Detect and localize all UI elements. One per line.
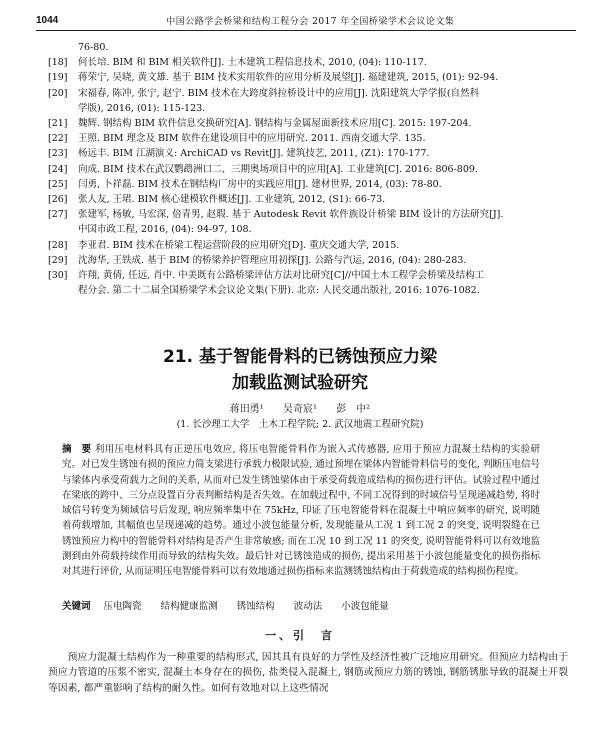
reference-item: [26] 张人友, 王珺. BIM 核心建模软件概述[J]. 工业建筑, 2012, (S1): 66-73. — [48, 194, 386, 206]
reference-item: [29] 沈海华, 王铁成. 基于 BIM 的桥梁养护管理应用初探[J]. 公路与汽运, 2016, (04): 280-283. — [48, 254, 467, 266]
running-header — [36, 12, 576, 28]
abstract-label: 摘 要 — [62, 444, 92, 455]
reference-continuation: 程分会. 第二十二届全国桥梁学术会议论文集(下册). 北京: 人民交通出版社, 2016: 1076-1082. — [78, 285, 480, 297]
body-paragraph: 预应力混凝土结构作为一种重要的结构形式, 因其具有良好的力学性及经济性被广泛地应用研究。但预应力结构由于预应力管道的压浆不密实, 混凝土本身存在的损伤, 盐类侵入混凝土, 钢筋或预应力筋的锈蚀, 钢筋锈胀导致的混凝土开裂等因素, 都严重影响了结构的耐久性。如何有效地对以上这些情况 — [48, 652, 568, 694]
keyword: 波动法 — [293, 601, 323, 612]
reference-item: [19] 蒋荣宁, 吴晓, 黄文雄. 基于 BIM 技术实用软件的应用分析及展望[J]. 福建建筑, 2015, (01): 92-94. — [48, 72, 499, 84]
keyword: 压电陶瓷 — [103, 601, 142, 612]
affiliation: (1. 长沙理工大学 土木工程学院; 2. 武汉地震工程研究院) — [176, 419, 424, 430]
header-rule — [36, 30, 576, 31]
reference-continuation: 中国市政工程, 2016, (04): 94-97, 108. — [78, 224, 252, 236]
reference-item: [22] 王照. BIM 理念及 BIM 软件在建设项目中的应用研究. 2011. 西南交通大学. 135. — [48, 133, 426, 145]
page-number: 1044 — [36, 14, 59, 26]
reference-item: [23] 杨远丰. BIM 江湖演义: ArchiCAD vs Revit[J]. 建筑技艺, 2011, (Z1): 170-177. — [48, 148, 430, 160]
keyword: 结构健康监测 — [160, 601, 218, 612]
reference-item: [25] 闫勇, 卜祥磊. BIM 技术在钢结构厂房中的实践应用[J]. 建材世界, 2014, (03): 78-80. — [48, 178, 442, 190]
abstract — [62, 442, 540, 580]
author-list — [0, 400, 600, 415]
reference-item: [24] 向成. BIM 技术在武汉鹦鹉洲口二、三期奥场项目中的应用[A]. 工业建筑[C]. 2016: 806-809. — [48, 163, 478, 175]
keywords-label: 关键词 — [62, 601, 91, 612]
keyword: 锈蚀结构 — [236, 601, 275, 612]
reference-item: [30] 许翔, 黄倩, 任远, 肖中. 中美既有公路桥梁评估方法对比研究[C]//中国土木工程学会桥梁及结构工 — [48, 270, 485, 282]
keywords — [62, 598, 540, 612]
article-title-line-2: 加载监测试验研究 — [232, 373, 368, 393]
reference-item: [18] 何长培. BIM 和 BIM 相关软件[J]. 土木建筑工程信息技术, 2010, (04): 110-117. — [48, 57, 427, 69]
reference-item: [21] 魏辉. 钢结构 BIM 软件信息交换研究[A]. 钢结构与金属屋面新技术应用[C]. 2015: 197-204. — [48, 118, 472, 130]
article-title-line-1: 21. 基于智能骨料的已锈蚀预应力梁 — [162, 347, 438, 367]
reference-item: [28] 李亚君. BIM 技术在桥梁工程运营阶段的应用研究[D]. 重庆交通大学, 2015. — [48, 239, 400, 251]
author: 彭 中² — [336, 404, 371, 415]
reference-item: [20] 宋福春, 陈冲, 张宁, 赵宁. BIM 技术在大跨度斜拉桥设计中的应用[J]. 沈阳建筑大学学报(自然科 — [48, 87, 480, 99]
running-title: 中国公路学会桥梁和结构工程分会 2017 年全国桥梁学术会议论文集 — [166, 16, 455, 27]
keyword: 小波包能量 — [341, 601, 389, 612]
author: 蒋田勇¹ — [229, 404, 264, 415]
abstract-text: 利用压电材料具有正逆压电效应, 将压电智能骨料作为嵌入式传感器, 应用于预应力混凝土结构的实验研究。对已发生锈蚀有损的预应力简支梁进行承载力极限试验, 通过预埋在梁体内智能骨料信号的变化, 判断压电信号与梁体内承受荷载力之间的关系, 从而对已发生锈蚀梁体由于承受荷载造成结构的损伤进行评估。试验过程中通过在梁底的跨中、三分点设置百分表判断结构是否失效。在加载过程中, 不同工况得到的时域信号呈现递减趋势, 将时域信号转变为频域信号后发现, 响应频率集中在 75kHz, 印证了压电智能骨料在混凝土中响应频率的研究, 说明随着荷载增加, 其幅值也呈现递减的趋势。通过小波包能量分析, 发现能量从工况 1 到工况 2 的突变, 说明裂缝在已锈蚀预应力构中的智能骨料对结构是否产生非常敏感; 而在工况 10 到工况 11 的突变, 说明智能骨料可以有效地监测到由外荷载持续作用而导致的结构失效。最后针对已锈蚀造成的损伤, 提出采用基于小波包能量变化的损伤指标对其进行评价, 从而证明压电智能骨料可以有效地通过损伤指标来监测锈蚀结构由于荷载造成的结构损伤程度。 — [62, 444, 540, 578]
section-heading: 一、引 言 — [265, 629, 335, 642]
reference-list — [48, 40, 568, 298]
reference-continuation: 学版), 2016, (01): 115-123. — [78, 102, 206, 114]
reference-item: [27] 张建军, 杨敏, 马宏深, 倍青男, 赵瑕. 基于 Autodesk Revit 软件族设计桥梁 BIM 设计的方法研究[J]. — [48, 209, 504, 221]
author: 吴奇宸¹ — [282, 404, 317, 415]
reference-item: 76-80. — [78, 42, 109, 53]
